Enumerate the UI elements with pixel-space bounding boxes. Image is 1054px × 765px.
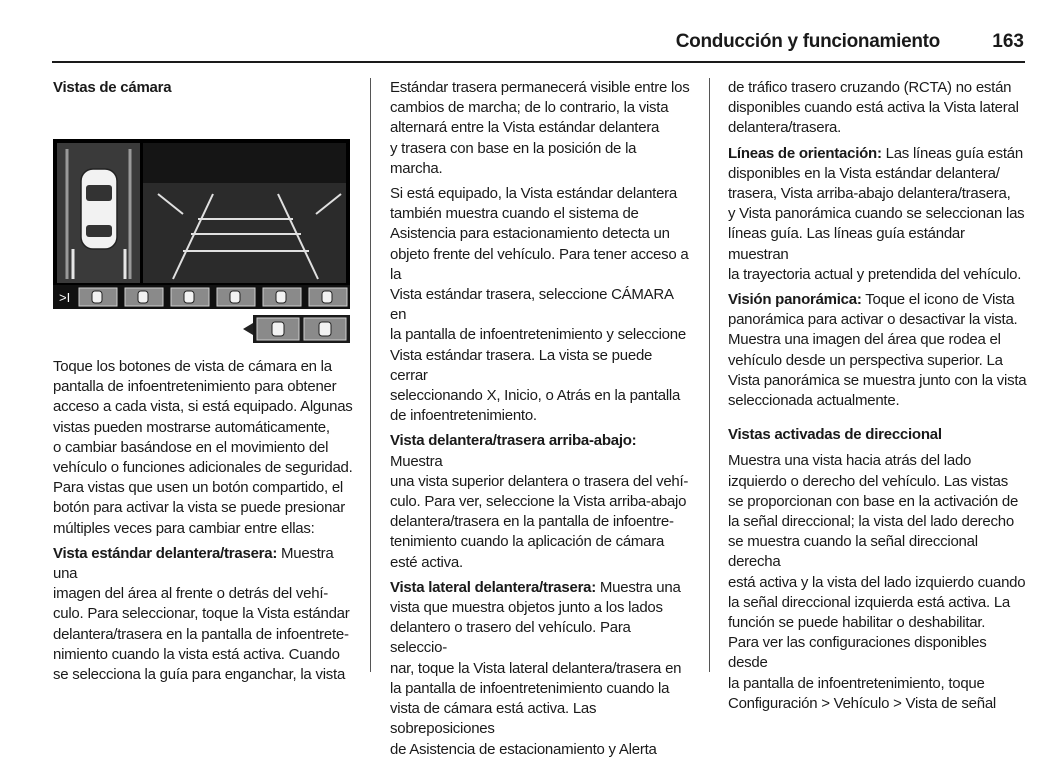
page-header-title: Conducción y funcionamiento xyxy=(675,31,940,52)
paragraph-turn-signal: Muestra una vista hacia atrás del lado izquierdo o derecho del vehículo. Las vistas se proporcionan con base en la activación de la señal direccional; la vista del lado derecho se muestra cuando la señal direccional derecha está activa y la vista del lado izquierdo cuando la señal direccional izquierda está activa. La función se puede habilitar o deshabilitar. Para ver las configuraciones disponibles desde la pantalla de infoentretenimiento, toque Configuración > Vehículo > Vista de señal xyxy=(728,452,1026,712)
svg-text:>I: >I xyxy=(59,290,71,305)
section-heading-camera-views: Vistas de cámara xyxy=(53,79,172,96)
left-column-body xyxy=(53,357,353,690)
section-heading-turn-signal-views: Vistas activadas de direccional xyxy=(728,426,942,444)
term-surround-view: Visión panorámica: xyxy=(728,291,862,309)
page-number: 163 xyxy=(992,31,1024,52)
header-rule xyxy=(52,61,1025,63)
camera-view-illustration xyxy=(53,139,350,344)
paragraph-intro: Toque los botones de vista de cámara en la pantalla de infoentretenimiento para obtener acceso a cada vista, si está equipado. Algunas vistas pueden mostrarse automáticamente, o cambiar basándose en el movimiento del vehículo o funciones adicionales de seguridad. Para vistas que usen un botón compartido, el botón para activar la vista se puede presionar múltiples veces para cambiar entre ellas: xyxy=(53,358,353,537)
term-side-view: Vista lateral delantera/trasera: xyxy=(390,578,597,596)
infotainment-camera-screen xyxy=(53,139,350,344)
term-guidelines: Líneas de orientación: xyxy=(728,144,882,162)
paragraph-middle-1: Estándar trasera permanecerá visible entre los cambios de marcha; de lo contrario, la vista alternará entre la Vista estándar delantera y trasera con base en la posición de la marcha. xyxy=(390,79,690,177)
car-top-view-icon xyxy=(81,169,117,249)
middle-column xyxy=(390,78,690,765)
column-divider-1 xyxy=(370,78,371,672)
left-column xyxy=(53,78,353,98)
paragraph-right-1: de tráfico trasero cruzando (RCTA) no están disponibles cuando está activa la Vista lateral delantera/trasera. xyxy=(728,79,1019,137)
term-standard-view: Vista estándar delantera/trasera: xyxy=(53,544,278,562)
term-top-down-view: Vista delantera/trasera arriba-abajo: xyxy=(390,432,637,450)
paragraph-top-down-view: Vista delantera/trasera arriba-abajo: Muestra una vista superior delantera o trasera del vehí- culo. Para ver, seleccione la Vista arriba-abajo delantera/trasera en la pantalla de infoentre- tenimiento cuando la aplicación de cámara esté activa. xyxy=(390,432,689,571)
column-divider-2 xyxy=(709,78,710,672)
paragraph-middle-2: Si está equipado, la Vista estándar delantera también muestra cuando el sistema de Asistencia para estacionamiento detecta un objeto frente del vehículo. Para tener acceso a la Vista estándar trasera, seleccione CÁMARA en la pantalla de infoentretenimiento y seleccione Vista estándar trasera. La vista se puede cerrar seleccionando X, Inicio, o Atrás en la pantalla de infoentretenimiento. xyxy=(390,185,689,425)
paragraph-side-view: Vista lateral delantera/trasera: Muestra una vista que muestra objetos junto a los lados delantero o trasero del vehículo. Para seleccio- nar, toque la Vista lateral delantera/trasera en la pantalla de infoentretenimiento cuando la vista de cámara está activa. Las sobreposiciones de Asistencia de estacionamiento y Alerta xyxy=(390,578,682,758)
paragraph-guidelines: Líneas de orientación: Las líneas guía están disponibles en la Vista estándar delantera/ trasera, Vista arriba-abajo delantera/trasera, y Vista panorámica cuando se seleccionan las líneas guía. Las líneas guía estándar muestran la trayectoria actual y pretendida del vehículo. xyxy=(728,144,1025,283)
paragraph-surround-view: Visión panorámica: Toque el icono de Vista panorámica para activar o desactivar la vista. Muestra una imagen del área que rodea el vehículo desde un perspectiva superior. La Vista panorámica se muestra junto con la vista seleccionada actualmente. xyxy=(728,291,1027,410)
paragraph-standard-view: Vista estándar delantera/trasera: Muestra una imagen del área al frente o detrás del vehí- culo. Para seleccionar, toque la Vista estándar delantera/trasera en la pantalla de infoentrete- nimiento cuando la vista está activa. Cuando se selecciona la guía para enganchar, la vista xyxy=(53,544,350,684)
right-column xyxy=(728,78,1028,719)
